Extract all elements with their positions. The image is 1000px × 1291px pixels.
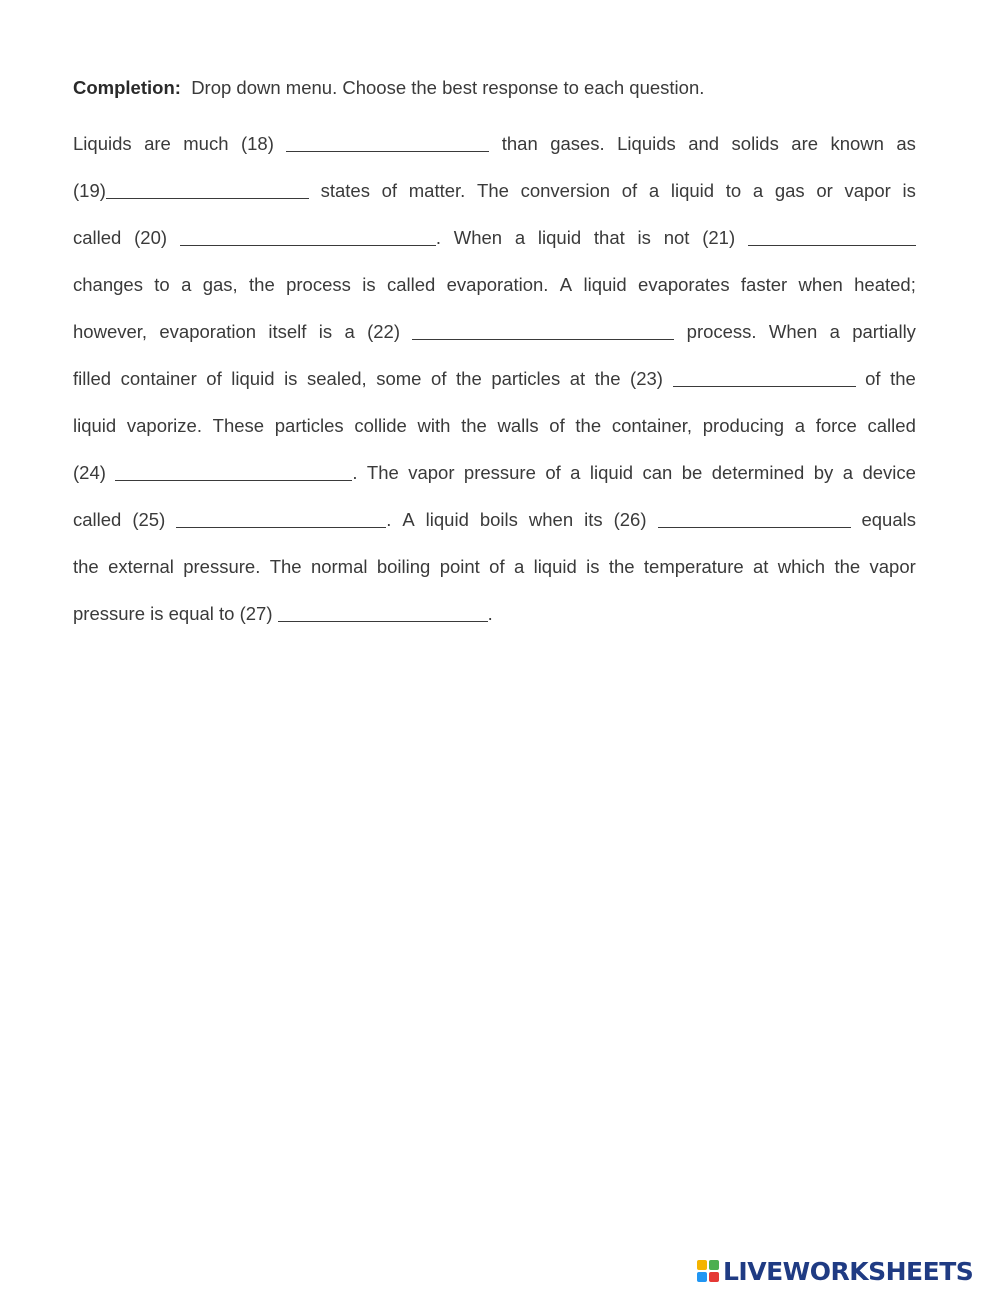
- blank-20-dropdown[interactable]: [180, 224, 436, 244]
- word: external: [108, 556, 174, 577]
- question-number-22: (22): [367, 321, 400, 342]
- punctuation: .: [435, 227, 441, 248]
- word: is: [902, 180, 916, 201]
- word: gas: [774, 180, 805, 201]
- blank-24-dropdown[interactable]: [115, 459, 352, 479]
- word: sealed,: [307, 368, 367, 389]
- word: The: [477, 180, 509, 201]
- passage-line-4: [73, 261, 916, 308]
- word: the: [890, 368, 916, 389]
- word: of: [431, 368, 447, 389]
- word: particles: [274, 415, 344, 436]
- word: producing: [702, 415, 785, 436]
- word: A: [559, 274, 573, 295]
- word: a: [513, 556, 525, 577]
- word: faster: [740, 274, 788, 295]
- word: vapor: [844, 180, 891, 201]
- word: vapor: [869, 556, 916, 577]
- logo-square-3: [697, 1272, 707, 1282]
- word: changes: [73, 274, 143, 295]
- word: and: [688, 133, 720, 154]
- blank-21-dropdown[interactable]: [748, 224, 916, 244]
- word: device: [862, 462, 916, 483]
- word: A: [402, 509, 415, 530]
- word: pressure: [463, 462, 536, 483]
- passage-line-7: [73, 402, 916, 449]
- word: is: [284, 368, 298, 389]
- word: called: [867, 415, 916, 436]
- word: some: [376, 368, 422, 389]
- word: is: [362, 274, 376, 295]
- word: evaporation: [159, 321, 257, 342]
- word: of: [545, 462, 561, 483]
- word: that: [593, 227, 625, 248]
- word: the: [73, 556, 99, 577]
- word: called: [73, 509, 122, 530]
- word: a: [344, 321, 355, 342]
- question-number-21: (21): [702, 227, 736, 248]
- word: These: [212, 415, 265, 436]
- word: point: [439, 556, 480, 577]
- word: of: [206, 368, 222, 389]
- word: liquid: [670, 180, 715, 201]
- word: liquid: [73, 415, 117, 436]
- word: the: [575, 415, 602, 436]
- word: collide: [354, 415, 407, 436]
- word: container,: [611, 415, 693, 436]
- blank-24-group: [115, 449, 357, 496]
- question-number-25: (25): [132, 509, 166, 530]
- word: the: [834, 556, 861, 577]
- logo-square-2: [709, 1260, 719, 1270]
- word: of: [381, 180, 398, 201]
- passage-line-5: [73, 308, 916, 355]
- punctuation: .: [487, 603, 493, 624]
- question-number-27: pressure is equal to (27): [73, 603, 273, 624]
- passage-line-3: [73, 214, 916, 261]
- logo-square-4: [709, 1272, 719, 1282]
- passage-line-1: [73, 120, 916, 167]
- word: of: [489, 556, 505, 577]
- word: called: [386, 274, 436, 295]
- word: to: [154, 274, 170, 295]
- passage: [73, 120, 916, 637]
- word: can: [642, 462, 673, 483]
- word: is: [318, 321, 333, 342]
- word: much: [183, 133, 229, 154]
- instructions-label: Completion:: [73, 77, 181, 98]
- word: normal: [310, 556, 368, 577]
- word: however,: [73, 321, 148, 342]
- word: liquid: [583, 274, 627, 295]
- word: force: [815, 415, 857, 436]
- word: vapor: [408, 462, 455, 483]
- punctuation: .: [352, 462, 358, 483]
- word: a: [648, 180, 660, 201]
- word: liquid: [231, 368, 275, 389]
- word: pressure.: [183, 556, 261, 577]
- question-number-23: (23): [630, 368, 663, 389]
- word: a: [829, 321, 840, 342]
- word: when: [528, 509, 574, 530]
- word: temperature: [643, 556, 744, 577]
- word: a: [794, 415, 805, 436]
- word: with: [417, 415, 451, 436]
- question-number-24: (24): [73, 462, 106, 483]
- word: The: [366, 462, 399, 483]
- word: itself: [268, 321, 307, 342]
- word: a: [181, 274, 192, 295]
- word: known: [830, 133, 884, 154]
- word: when: [798, 274, 843, 295]
- word: to: [725, 180, 742, 201]
- blank-19-dropdown[interactable]: [106, 177, 309, 197]
- passage-line-2: [73, 167, 916, 214]
- word: a: [514, 227, 526, 248]
- question-number-20: (20): [134, 227, 168, 248]
- passage-line-8: [73, 449, 916, 496]
- word: liquid: [533, 556, 577, 577]
- word: liquid: [589, 462, 634, 483]
- word: at: [753, 556, 769, 577]
- passage-line-11: [73, 590, 916, 637]
- word: heated;: [854, 274, 916, 295]
- instructions-text: Drop down menu. Choose the best response to each question.: [191, 77, 705, 98]
- instructions: [73, 76, 916, 100]
- word: equals: [861, 509, 916, 530]
- blank-20-group: [180, 214, 441, 261]
- word: vaporize.: [126, 415, 202, 436]
- blank-25-group: [176, 496, 391, 543]
- word: by: [813, 462, 834, 483]
- word: a: [842, 462, 854, 483]
- blank-23-dropdown[interactable]: [673, 365, 856, 385]
- blank-25-dropdown[interactable]: [176, 506, 386, 526]
- word: filled: [73, 368, 112, 389]
- word: are: [144, 133, 171, 154]
- word: partially: [852, 321, 916, 342]
- word: of: [549, 415, 565, 436]
- word: walls: [497, 415, 539, 436]
- word: The: [269, 556, 302, 577]
- liveworksheets-logo-icon: [697, 1260, 719, 1282]
- word: states: [320, 180, 370, 201]
- word: process.: [686, 321, 757, 342]
- question-number-18: (18): [240, 133, 274, 154]
- passage-line-9: [73, 496, 916, 543]
- word: Liquids: [73, 133, 132, 154]
- word: which: [777, 556, 826, 577]
- question-number-19: (19): [73, 180, 106, 201]
- word: the: [461, 415, 487, 436]
- word: is: [586, 556, 600, 577]
- question-number-26: (26): [613, 509, 647, 530]
- word: particles: [491, 368, 561, 389]
- word: determined: [711, 462, 805, 483]
- blank-27-dropdown[interactable]: [278, 600, 488, 620]
- punctuation: .: [386, 509, 392, 530]
- word: boiling: [376, 556, 431, 577]
- word: not: [663, 227, 690, 248]
- word: solids: [731, 133, 779, 154]
- word: the: [594, 368, 621, 389]
- logo-square-1: [697, 1260, 707, 1270]
- word: are: [791, 133, 819, 154]
- word: the: [456, 368, 482, 389]
- word: be: [681, 462, 703, 483]
- word: Liquids: [617, 133, 676, 154]
- liveworksheets-logo-text: LIVEWORKSHEETS: [723, 1256, 974, 1286]
- blank-22-dropdown[interactable]: [412, 318, 674, 338]
- word: a: [752, 180, 764, 201]
- word: evaporates: [638, 274, 730, 295]
- word: or: [816, 180, 833, 201]
- word: evaporation.: [446, 274, 549, 295]
- word: When: [768, 321, 818, 342]
- word: conversion: [520, 180, 611, 201]
- word: boils: [479, 509, 518, 530]
- word: the: [249, 274, 275, 295]
- blank-18-dropdown[interactable]: [286, 130, 489, 150]
- passage-line-10: [73, 543, 916, 590]
- word: the: [608, 556, 635, 577]
- word: process: [286, 274, 351, 295]
- liveworksheets-logo: [697, 1256, 973, 1286]
- word: of: [865, 368, 881, 389]
- word: liquid: [425, 509, 469, 530]
- word: container: [120, 368, 197, 389]
- word: than: [501, 133, 538, 154]
- word: liquid: [537, 227, 582, 248]
- word: of: [621, 180, 638, 201]
- word: at: [569, 368, 586, 389]
- word: When: [453, 227, 503, 248]
- blank-26-dropdown[interactable]: [658, 506, 851, 526]
- word: gas,: [202, 274, 238, 295]
- word: its: [584, 509, 603, 530]
- word: as: [896, 133, 916, 154]
- word: called: [73, 227, 122, 248]
- word: gases.: [550, 133, 605, 154]
- passage-line-6: [73, 355, 916, 402]
- question-number-19-group: [73, 167, 309, 214]
- word: a: [570, 462, 581, 483]
- word: is: [637, 227, 651, 248]
- word: matter.: [408, 180, 466, 201]
